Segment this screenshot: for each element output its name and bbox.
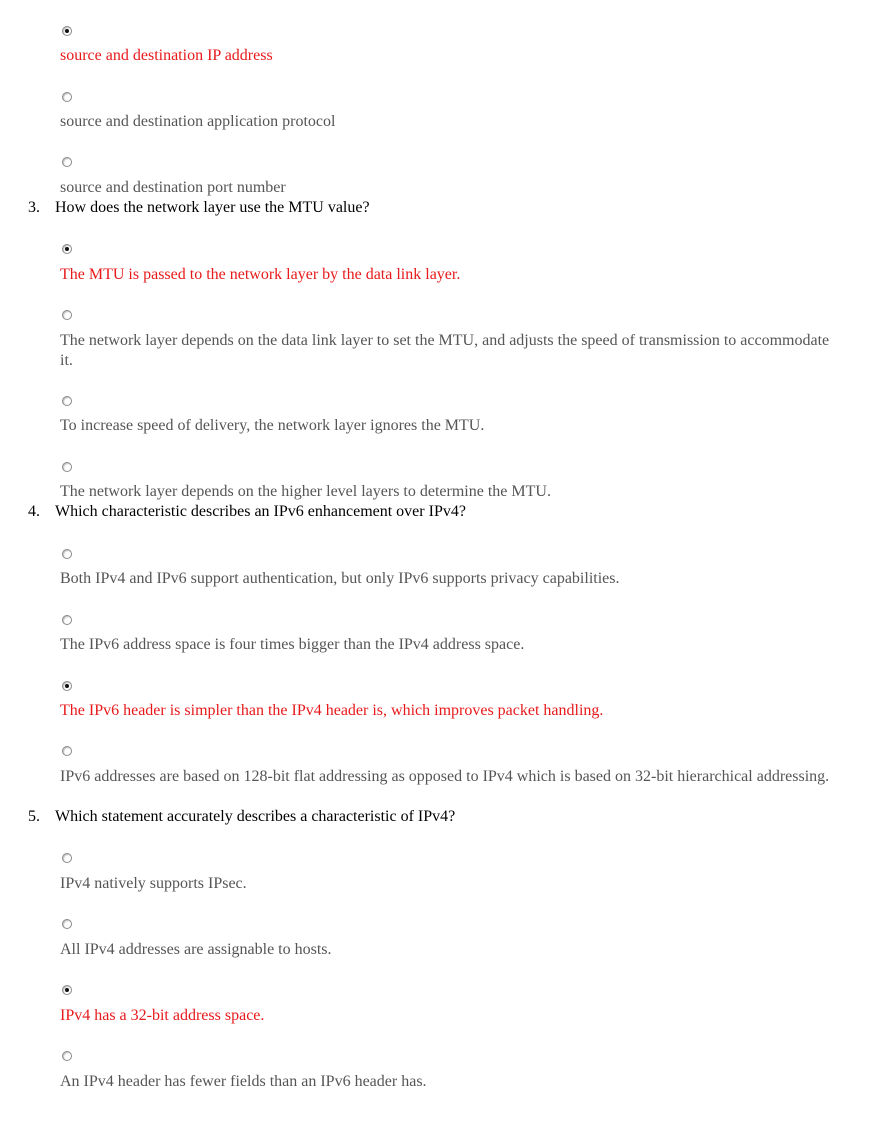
q4-number: 4.	[28, 503, 40, 520]
q3-option-2-label: The network layer depends on the data link layer to set the MTU, and adjusts the speed of transmission to accommodate it.	[60, 332, 830, 369]
q3-option-3-label: To increase speed of delivery, the network layer ignores the MTU.	[60, 417, 485, 434]
q5-option-1-label: IPv4 natively supports IPsec.	[60, 875, 247, 892]
q4-option-3-radio[interactable]	[62, 681, 72, 691]
q5-question: Which statement accurately describes a characteristic of IPv4?	[55, 808, 456, 825]
q5-option-3-label: IPv4 has a 32-bit address space.	[60, 1007, 265, 1024]
q5-option-4-radio[interactable]	[62, 1051, 72, 1061]
q5-number: 5.	[28, 808, 40, 825]
q3-option-2-radio[interactable]	[62, 310, 72, 320]
q2-option-3-radio[interactable]	[62, 157, 72, 167]
q3-option-1-radio[interactable]	[62, 244, 72, 254]
q2-option-2-radio[interactable]	[62, 92, 72, 102]
q3-option-1-label: The MTU is passed to the network layer by the data link layer.	[60, 266, 461, 283]
q5-option-4-label: An IPv4 header has fewer fields than an IPv6 header has.	[60, 1073, 427, 1090]
q3-option-4-radio[interactable]	[62, 462, 72, 472]
q4-option-2-radio[interactable]	[62, 615, 72, 625]
q4-option-2-label: The IPv6 address space is four times bigger than the IPv4 address space.	[60, 636, 525, 653]
q2-option-1-radio[interactable]	[62, 26, 72, 36]
q5-option-2-label: All IPv4 addresses are assignable to hosts.	[60, 941, 332, 958]
q5-option-3-radio[interactable]	[62, 985, 72, 995]
q2-option-1-label: source and destination IP address	[60, 47, 273, 64]
q4-question: Which characteristic describes an IPv6 enhancement over IPv4?	[55, 503, 466, 520]
q2-option-3-label: source and destination port number	[60, 179, 286, 196]
q4-option-4-radio[interactable]	[62, 746, 72, 756]
q5-option-2-radio[interactable]	[62, 919, 72, 929]
q4-option-1-radio[interactable]	[62, 549, 72, 559]
q3-number: 3.	[28, 199, 40, 216]
q4-option-4-label: IPv6 addresses are based on 128-bit flat addressing as opposed to IPv4 which is based on 32-bit hierarchical addressing.	[60, 768, 830, 785]
q3-question: How does the network layer use the MTU value?	[55, 199, 370, 216]
q2-option-2-label: source and destination application protocol	[60, 113, 336, 130]
q3-option-4-label: The network layer depends on the higher level layers to determine the MTU.	[60, 483, 551, 500]
q4-option-1-label: Both IPv4 and IPv6 support authentication, but only IPv6 supports privacy capabilities.	[60, 570, 620, 587]
q5-option-1-radio[interactable]	[62, 853, 72, 863]
q4-option-3-label: The IPv6 header is simpler than the IPv4 header is, which improves packet handling.	[60, 702, 604, 719]
q3-option-3-radio[interactable]	[62, 396, 72, 406]
